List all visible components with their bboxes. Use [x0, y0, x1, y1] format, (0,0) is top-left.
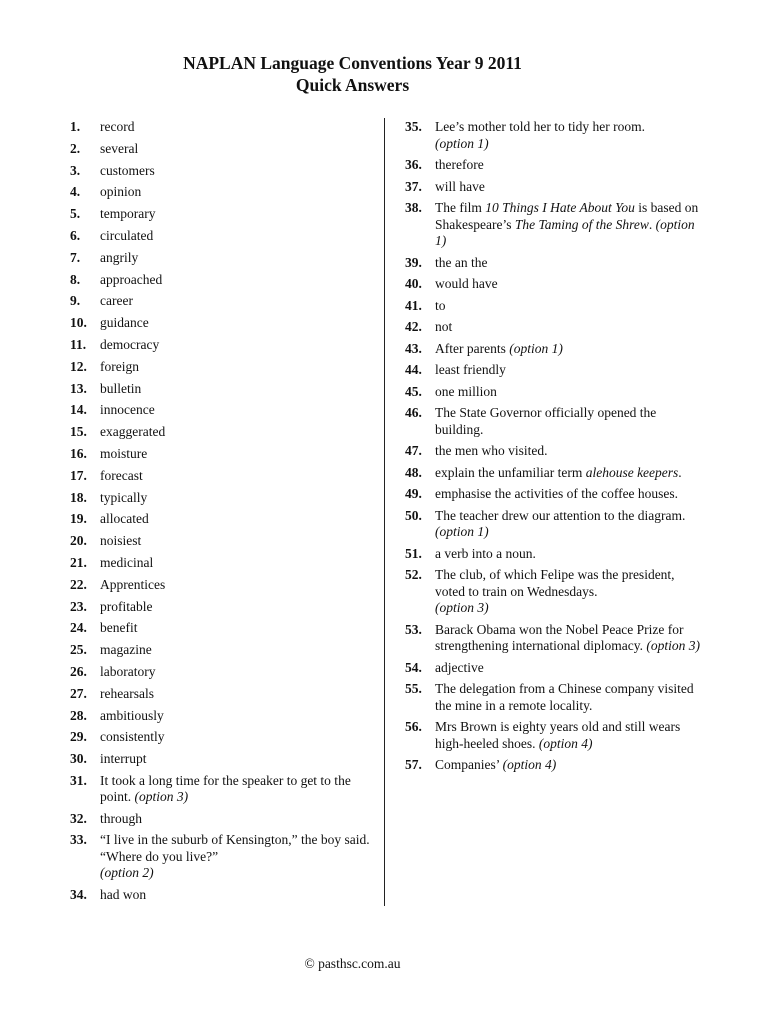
answer-text-part: opinion — [100, 184, 142, 200]
answer-text-part: customers — [100, 162, 155, 178]
answer-item — [70, 620, 370, 637]
answer-number: 4. — [70, 184, 81, 200]
answer-text — [100, 119, 370, 136]
answer-item — [70, 642, 370, 659]
answer-text-part: interrupt — [100, 751, 147, 767]
answer-number: 44. — [405, 362, 422, 377]
answer-number: 54. — [405, 659, 422, 675]
answer-text-part: record — [100, 119, 135, 134]
answer-item — [70, 250, 370, 267]
answer-text-part: foreign — [100, 358, 139, 374]
answer-number: 31. — [70, 772, 87, 788]
answer-option-label: (option 4) — [538, 735, 593, 751]
answer-option-label: (option 1) — [509, 340, 563, 356]
answer-item — [70, 119, 370, 136]
answer-number: 19. — [70, 511, 87, 527]
answer-item — [70, 599, 370, 616]
answer-item — [405, 546, 705, 563]
answer-text-part: adjective — [435, 659, 484, 675]
answer-text — [435, 384, 705, 401]
answer-option-label: (option 2) — [100, 865, 154, 881]
answer-text-part: to — [435, 297, 446, 313]
answer-text-part: guidance — [100, 315, 149, 331]
answer-text — [100, 729, 370, 746]
answer-option-label: (option 3) — [435, 600, 489, 615]
answer-text — [100, 490, 370, 507]
answer-option-label: (option 1) — [435, 135, 489, 151]
answer-text-part: approached — [100, 271, 163, 287]
answer-item — [70, 381, 370, 398]
answer-text — [100, 272, 370, 289]
answer-item — [405, 719, 705, 752]
answer-text-part: . — [678, 464, 682, 480]
answer-item — [70, 293, 370, 310]
answer-item — [405, 200, 705, 250]
answer-number: 36. — [405, 157, 422, 172]
answer-text — [435, 362, 705, 379]
answer-text-part: temporary — [100, 206, 156, 222]
answer-number: 14. — [70, 402, 87, 418]
answer-text-part: bulletin — [100, 380, 142, 396]
answer-text — [100, 315, 370, 332]
answer-text-part: typically — [100, 489, 148, 505]
answer-item — [70, 729, 370, 746]
answer-text-part: career — [100, 293, 133, 309]
answer-item — [70, 184, 370, 201]
answer-text — [100, 811, 370, 828]
answer-number: 57. — [405, 757, 422, 772]
answer-item — [70, 402, 370, 419]
title-line-2: Quick Answers — [295, 75, 410, 95]
answer-text — [100, 773, 370, 806]
answer-text-part: therefore — [435, 157, 484, 172]
answer-text — [100, 228, 370, 245]
answers-column-left — [70, 119, 370, 908]
answer-item — [405, 681, 705, 714]
answer-text — [100, 642, 370, 659]
answer-text-part: The State Governor officially opened the building. — [435, 405, 657, 437]
answer-number: 5. — [70, 206, 81, 222]
answer-text-part: The club, of which Felipe was the president, voted to train on Wednesdays. — [435, 567, 675, 599]
answer-number: 46. — [405, 405, 422, 420]
answer-text-part: It took a long time for the speaker to get to the point. — [100, 772, 351, 805]
answer-number: 55. — [405, 681, 422, 696]
answer-item — [70, 832, 370, 882]
answer-number: 45. — [405, 383, 422, 399]
answer-text — [435, 276, 705, 293]
answer-item — [70, 533, 370, 550]
answer-number: 26. — [70, 663, 87, 679]
answer-number: 21. — [70, 554, 87, 570]
answer-text-part: benefit — [100, 620, 138, 636]
answer-text — [100, 184, 370, 201]
answer-text-part: the an the — [435, 254, 488, 270]
answer-item — [70, 228, 370, 245]
answer-number: 56. — [405, 719, 422, 734]
answer-number: 23. — [70, 598, 87, 614]
answer-text-part: exaggerated — [100, 424, 166, 440]
answer-text-part: is based on Shakespeare’s — [435, 200, 699, 232]
answer-text — [100, 337, 370, 354]
answer-italic-part: alehouse keepers — [585, 464, 679, 480]
answer-number: 10. — [70, 315, 87, 331]
answer-item — [405, 508, 705, 541]
answer-number: 18. — [70, 489, 87, 505]
answer-option-label: (option 1) — [435, 524, 489, 539]
answer-text-part: allocated — [100, 511, 149, 527]
answer-item — [70, 751, 370, 768]
answer-italic-part: 10 Things I Hate About You — [485, 200, 635, 215]
answer-text — [435, 567, 705, 617]
answer-text — [100, 664, 370, 681]
answer-item — [70, 446, 370, 463]
answer-item — [70, 359, 370, 376]
answer-text — [100, 708, 370, 725]
answer-item — [405, 276, 705, 293]
answer-item — [70, 708, 370, 725]
answer-number: 35. — [405, 119, 422, 134]
answer-text-part: Companies’ — [435, 757, 500, 772]
answer-item — [405, 486, 705, 503]
answer-number: 48. — [405, 464, 422, 480]
answer-number: 30. — [70, 751, 87, 767]
answer-number: 43. — [405, 340, 422, 356]
answer-number: 7. — [70, 249, 81, 265]
answer-text-part: circulated — [100, 227, 154, 243]
answer-number: 9. — [70, 293, 81, 309]
answer-item — [405, 465, 705, 482]
answer-item — [70, 686, 370, 703]
answer-item — [70, 141, 370, 158]
answer-item — [70, 555, 370, 572]
answer-item — [70, 490, 370, 507]
answer-text-part: would have — [435, 276, 498, 291]
answer-text-part: emphasise the activities of the coffee houses. — [435, 486, 679, 501]
answer-number: 16. — [70, 445, 87, 461]
answer-number: 29. — [70, 729, 87, 745]
answer-text-part: The teacher drew our attention to the diagram. — [435, 507, 686, 523]
answer-text-part: the men who visited. — [435, 443, 548, 458]
answer-number: 28. — [70, 707, 87, 723]
answer-item — [405, 443, 705, 460]
answer-text-part: will have — [435, 178, 485, 194]
answer-item — [70, 337, 370, 354]
answer-text — [100, 250, 370, 267]
answer-number: 12. — [70, 358, 87, 374]
title-line-1: NAPLAN Language Conventions Year 9 2011 — [183, 53, 522, 73]
answer-text — [435, 255, 705, 272]
answer-text — [100, 141, 370, 158]
answer-text — [435, 486, 705, 503]
answer-item — [405, 341, 705, 358]
answer-item — [70, 664, 370, 681]
answer-text — [100, 163, 370, 180]
answer-text — [435, 719, 705, 752]
answer-text — [100, 446, 370, 463]
answer-text — [435, 298, 705, 315]
answer-italic-part: The Taming of the Shrew — [514, 216, 649, 232]
page-title — [0, 52, 705, 96]
answer-number: 25. — [70, 642, 87, 658]
answer-number: 32. — [70, 810, 87, 826]
answer-text-part: Barack Obama won the Nobel Peace Prize for strengthening international diplomacy. — [435, 621, 684, 653]
answer-text-part: innocence — [100, 402, 155, 418]
answer-text-part: magazine — [100, 642, 152, 658]
answer-text-part: had won — [100, 886, 147, 902]
answer-text — [435, 660, 705, 677]
answer-text-part: moisture — [100, 445, 148, 461]
answer-text — [100, 887, 370, 904]
answer-text-part: explain the unfamiliar term — [435, 464, 586, 480]
answer-text — [435, 622, 705, 655]
answer-text-part: laboratory — [100, 663, 156, 679]
answer-option-label: (option 3) — [646, 638, 700, 653]
answer-number: 51. — [405, 545, 422, 561]
answer-text — [100, 468, 370, 485]
answer-item — [70, 773, 370, 806]
answer-item — [405, 757, 705, 774]
answer-number: 38. — [405, 200, 422, 215]
answer-text-part: rehearsals — [100, 685, 154, 701]
answer-text-part: one million — [435, 383, 497, 399]
answer-text — [100, 686, 370, 703]
answer-item — [405, 384, 705, 401]
answer-text — [435, 508, 705, 541]
answer-number: 20. — [70, 533, 87, 549]
answer-text-part: consistently — [100, 729, 165, 745]
answer-number: 37. — [405, 178, 422, 194]
answer-text — [100, 511, 370, 528]
answer-item — [70, 811, 370, 828]
answer-text — [100, 293, 370, 310]
answer-text — [435, 443, 705, 460]
answer-text — [100, 206, 370, 223]
answers-column-right — [405, 119, 705, 779]
answer-number: 17. — [70, 467, 87, 483]
answer-text-part: least friendly — [435, 362, 506, 377]
answer-text — [435, 681, 705, 714]
answer-item — [70, 511, 370, 528]
answer-text-part: forecast — [100, 467, 143, 483]
answer-item — [70, 887, 370, 904]
answer-text-part: several — [100, 140, 139, 156]
answer-text — [100, 751, 370, 768]
answer-text — [100, 424, 370, 441]
answer-text — [100, 555, 370, 572]
answer-item — [405, 405, 705, 438]
answer-number: 34. — [70, 886, 87, 902]
answer-number: 3. — [70, 162, 81, 178]
answer-text-part: not — [435, 319, 453, 334]
answer-number: 42. — [405, 319, 422, 334]
answer-number: 2. — [70, 140, 81, 156]
answer-text-part: democracy — [100, 336, 160, 352]
answer-item — [405, 622, 705, 655]
answer-text-part: a verb into a noun. — [435, 545, 536, 561]
answer-text-part: The delegation from a Chinese company visited the mine in a remote locality. — [435, 681, 694, 713]
answer-item — [405, 157, 705, 174]
answer-number: 6. — [70, 227, 81, 243]
footer-copyright: © pasthsc.com.au — [304, 956, 401, 971]
answer-text — [435, 319, 705, 336]
answer-number: 24. — [70, 620, 87, 636]
answer-text — [100, 577, 370, 594]
answer-text-part: angrily — [100, 249, 139, 265]
answer-item — [405, 660, 705, 677]
answer-item — [70, 577, 370, 594]
answer-number: 50. — [405, 507, 422, 523]
answer-item — [70, 424, 370, 441]
answer-text — [100, 832, 370, 882]
answer-item — [70, 315, 370, 332]
answer-number: 8. — [70, 271, 81, 287]
answer-text — [435, 341, 705, 358]
answer-text — [435, 757, 705, 774]
answer-text-part: profitable — [100, 598, 153, 614]
answer-text-part: medicinal — [100, 554, 154, 570]
answer-item — [70, 468, 370, 485]
answer-text-part: Mrs Brown is eighty years old and still wears high-heeled shoes. — [435, 719, 681, 751]
answer-text-part: “I live in the suburb of Kensington,” the boy said. “Where do you live?” — [100, 832, 370, 864]
answer-text — [100, 381, 370, 398]
answer-option-label: (option 4) — [502, 757, 557, 772]
answer-text-part: . — [648, 216, 656, 232]
answer-text — [435, 157, 705, 174]
answer-item — [70, 163, 370, 180]
answer-number: 49. — [405, 486, 422, 501]
answer-text — [100, 599, 370, 616]
answer-number: 53. — [405, 621, 422, 637]
answer-number: 1. — [70, 119, 81, 134]
answer-item — [405, 255, 705, 272]
answer-text-part: Lee’s mother told her to tidy her room. — [435, 119, 645, 134]
answer-text — [100, 533, 370, 550]
answer-number: 52. — [405, 567, 422, 582]
answer-item — [405, 298, 705, 315]
answer-italic-part: (option 1) — [435, 216, 695, 248]
answer-number: 13. — [70, 380, 87, 396]
answer-item — [405, 567, 705, 617]
answer-item — [70, 272, 370, 289]
answer-text — [435, 405, 705, 438]
answer-text — [435, 119, 705, 152]
answer-number: 15. — [70, 424, 87, 440]
answer-number: 39. — [405, 254, 422, 270]
answer-item — [405, 119, 705, 152]
answer-text-part: noisiest — [100, 533, 142, 549]
answer-item — [405, 362, 705, 379]
answer-text-part: ambitiously — [100, 707, 164, 723]
answer-text — [100, 620, 370, 637]
answer-text — [435, 465, 705, 482]
answer-item — [70, 206, 370, 223]
answer-text — [100, 402, 370, 419]
answer-item — [405, 319, 705, 336]
answer-item — [405, 179, 705, 196]
answer-text-part: through — [100, 810, 142, 826]
answer-text — [435, 179, 705, 196]
answer-number: 47. — [405, 443, 422, 458]
column-divider — [384, 118, 385, 906]
answer-option-label: (option 3) — [134, 789, 189, 805]
answer-text — [100, 359, 370, 376]
answer-text — [435, 200, 705, 250]
answer-number: 22. — [70, 576, 87, 592]
answer-text-part: After parents — [435, 340, 506, 356]
answer-number: 11. — [70, 336, 87, 352]
answer-number: 41. — [405, 297, 422, 313]
answer-text-part: The film — [435, 200, 486, 215]
answer-text — [435, 546, 705, 563]
answer-number: 27. — [70, 685, 87, 701]
answer-number: 33. — [70, 832, 87, 848]
answer-text-part: Apprentices — [100, 576, 166, 592]
answer-number: 40. — [405, 276, 422, 291]
